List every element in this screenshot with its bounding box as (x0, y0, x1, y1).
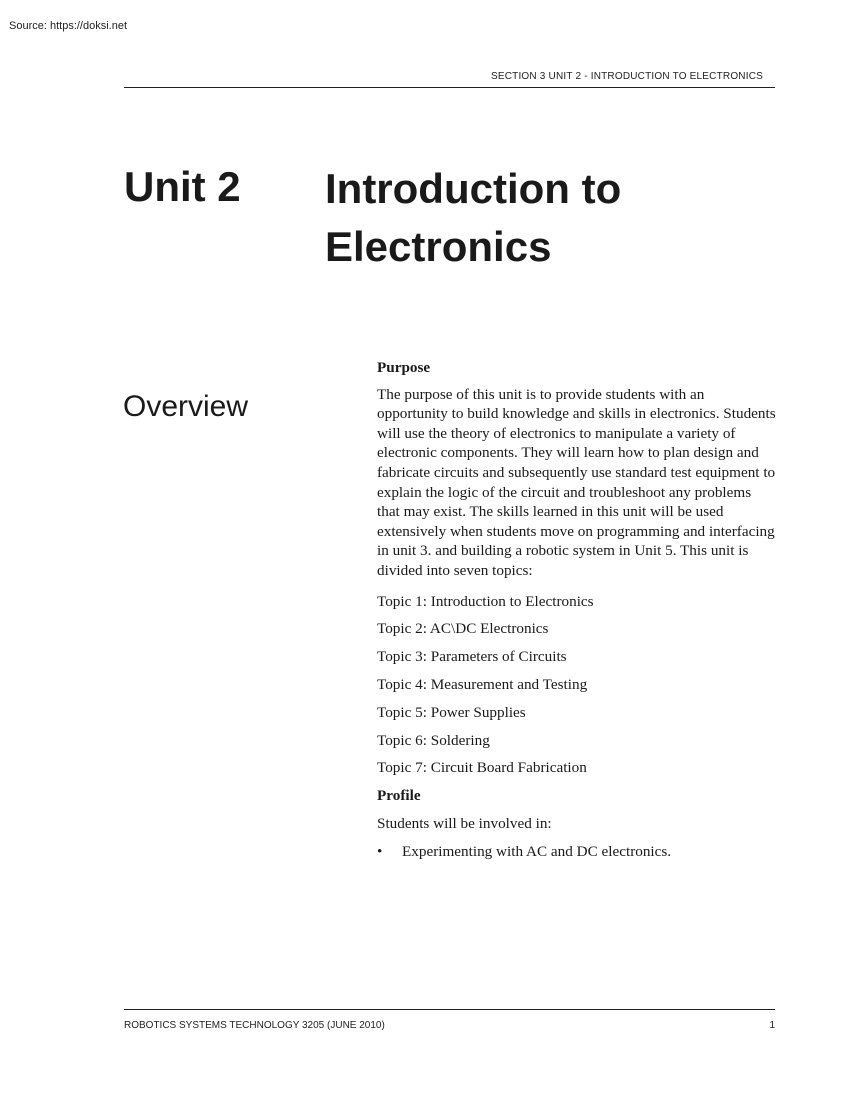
topic-item: Topic 4: Measurement and Testing (377, 675, 588, 693)
overview-heading: Overview (123, 390, 249, 423)
purpose-heading: Purpose (377, 359, 431, 376)
source-note: Source: https://doksi.net (9, 20, 128, 32)
topic-item: Topic 2: AC\DC Electronics (377, 620, 549, 638)
page-number: 1 (769, 1020, 775, 1031)
bullet-text: Experimenting with AC and DC electronics. (402, 842, 672, 860)
header-rule (124, 87, 775, 88)
unit-label: Unit 2 (124, 163, 241, 210)
topic-item: Topic 5: Power Supplies (377, 703, 526, 721)
profile-intro: Students will be involved in: (377, 814, 552, 832)
topic-item: Topic 6: Soldering (377, 731, 490, 749)
topic-item: Topic 7: Circuit Board Fabrication (377, 759, 587, 777)
topic-item: Topic 1: Introduction to Electronics (377, 592, 594, 610)
running-footer: ROBOTICS SYSTEMS TECHNOLOGY 3205 (JUNE 2010) (124, 1020, 385, 1031)
unit-title (325, 160, 621, 276)
running-header: SECTION 3 UNIT 2 - INTRODUCTION TO ELECTRONICS (490, 71, 763, 82)
unit-title-line-2: Electronics (325, 223, 552, 270)
profile-heading: Profile (377, 787, 421, 805)
footer-rule (124, 1009, 775, 1010)
list-item (377, 838, 777, 866)
purpose-text: The purpose of this unit is to provide students with an opportunity to build knowledge and skills in electronics. Students will use the theory of electronics to manipulate a variety of electronic components. They will learn how to plan design and fabricate circuits and subsequently use standard test equipment to explain the logic of the circuit and troubleshoot any problems that may exist. The skills learned in this unit will be used extensively when students move on programming and interfacing in unit 3. and building a robotic system in Unit 5. This unit is divided into seven topics: (377, 385, 776, 579)
main-content (377, 358, 777, 866)
bullet-icon: • (377, 842, 383, 860)
topic-item: Topic 3: Parameters of Circuits (377, 648, 567, 666)
unit-title-line-1: Introduction to (325, 165, 622, 212)
